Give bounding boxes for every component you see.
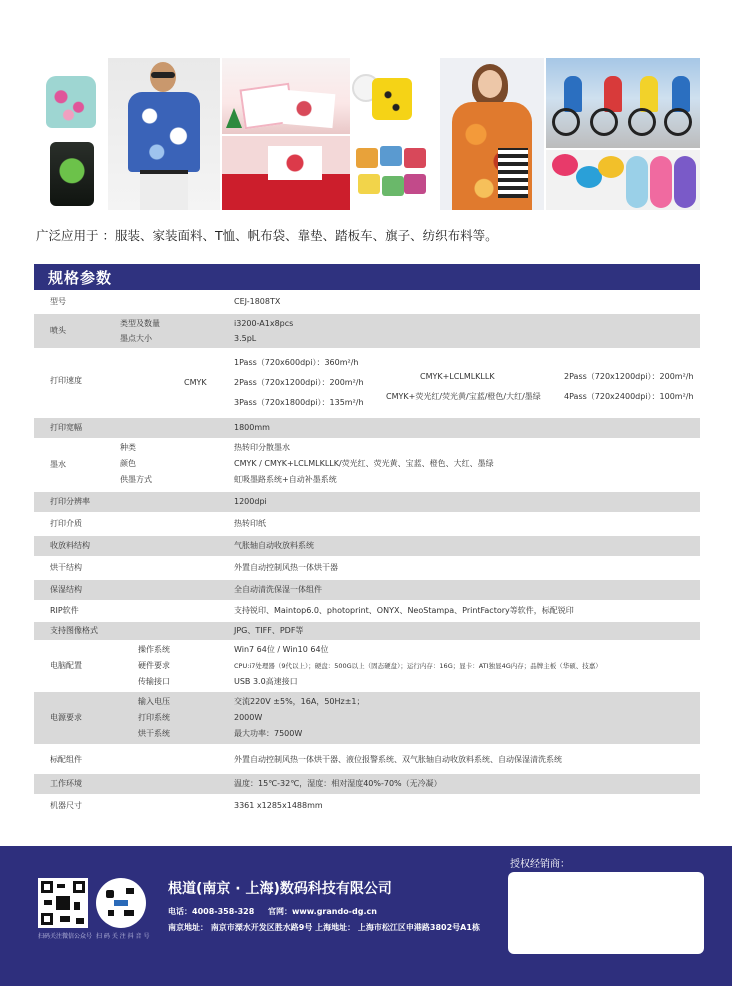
spec-label: 电源要求 — [50, 713, 82, 722]
cyclists-photo — [546, 58, 700, 148]
spec-row-media — [34, 514, 700, 534]
spec-sub-label: 类型及数量 — [120, 319, 160, 328]
drawstring-bag-photo — [36, 64, 104, 130]
spec-value: CPU:i7处理器（9代以上）；硬盘：500G以上（固态硬盘）；运行内存：16G；显卡：ATI独显4G内存；品牌主板（华硕、技嘉） — [234, 662, 602, 670]
speed-config-lc: CMYK+LCLMLKLLK — [420, 372, 495, 381]
company-name: 根道(南京 · 上海)数码科技有限公司 — [168, 881, 392, 897]
spec-label: 喷头 — [50, 326, 66, 335]
spec-sub-label: 硬件要求 — [138, 661, 170, 670]
spec-value: 支持锐印、Maintop6.0、photoprint、ONYX、NeoStampa、PrintFactory等软件，标配锐印 — [234, 606, 574, 615]
spec-sub-label: 输入电压 — [138, 697, 170, 706]
spec-label: 标配组件 — [50, 755, 82, 764]
spec-value: 虹吸墨路系统+自动补墨系统 — [234, 475, 337, 484]
spec-value: 1Pass（720x600dpi）：360m²/h — [234, 358, 359, 367]
spec-label: 收放料结构 — [50, 541, 90, 550]
spec-title: 规格参数 — [48, 269, 113, 287]
spec-sub-label: 颜色 — [120, 459, 136, 468]
spec-value: 3Pass（720x1800dpi）：135m²/h — [234, 398, 364, 407]
cushions-photo — [350, 136, 428, 210]
spec-row-feed — [34, 536, 700, 556]
spec-value: CMYK / CMYK+LCLMLKLLK/荧光红、荧光黄、宝蓝、橙色、大红、墨绿 — [234, 459, 494, 468]
spec-value: 外置自动控制风热一体烘干器 — [234, 563, 338, 572]
spec-value: 4Pass（720x2400dpi）：100m²/h — [564, 392, 694, 401]
spec-value: JPG、TIFF、PDF等 — [234, 626, 304, 635]
spec-row-environment — [34, 774, 700, 794]
spec-sub-label: 传输接口 — [138, 677, 170, 686]
spec-row-dryer — [34, 558, 700, 578]
spec-sub-label: 种类 — [120, 443, 136, 452]
spec-value: Win7 64位 / Win10 64位 — [234, 645, 329, 654]
scooter-decks-photo — [546, 150, 700, 210]
spec-label: 支持图像格式 — [50, 626, 98, 635]
spec-row-moisture — [34, 580, 700, 600]
douyin-qr-code — [96, 878, 146, 928]
spec-row-speed — [34, 350, 700, 414]
spec-value: 2Pass（720x1200dpi）：200m²/h — [564, 372, 694, 381]
spec-label: 打印分辨率 — [50, 497, 90, 506]
spec-value: 最大功率：7500W — [234, 729, 303, 738]
spec-sub-label: 打印系统 — [138, 713, 170, 722]
spec-row-width — [34, 418, 700, 438]
spec-label: 电脑配置 — [50, 661, 82, 670]
spec-row-resolution — [34, 492, 700, 512]
spec-label: 打印介质 — [50, 519, 82, 528]
applications-text: 广泛应用于 ：服装、家装面料、T恤、帆布袋、靠垫、踏板车、旗子、纺织布料等。 — [36, 228, 498, 243]
spec-sub-label: 烘干系统 — [138, 729, 170, 738]
spec-value: 1800mm — [234, 423, 270, 432]
spec-sub-label: 供墨方式 — [120, 475, 152, 484]
spec-value: 3361 x1285x1488mm — [234, 801, 323, 810]
spec-row-computer — [34, 642, 700, 690]
website-link[interactable]: 官网：www.grando-dg.cn — [268, 907, 377, 916]
speed-config-cmyk: CMYK — [184, 378, 207, 387]
spec-row-size — [34, 796, 700, 816]
red-bedding-photo — [222, 136, 350, 210]
wechat-qr-caption: 扫码关注微信公众号 — [38, 933, 93, 940]
speed-config-fluo: CMYK+荧光红/荧光黄/宝蓝/橙色/大红/墨绿 — [386, 392, 541, 401]
spec-row-power — [34, 692, 700, 744]
spec-row-format — [34, 622, 700, 640]
wechat-qr-code — [38, 878, 88, 928]
spec-row-rip — [34, 602, 700, 620]
spec-label: 墨水 — [50, 460, 66, 469]
spec-value: 1200dpi — [234, 497, 267, 506]
spec-row-ink — [34, 440, 700, 490]
spec-sub-label: 墨点大小 — [120, 334, 152, 343]
dealer-box — [508, 872, 704, 954]
spec-value: 交流220V ±5%，16A，50Hz±1； — [234, 697, 365, 706]
spec-label: 打印宽幅 — [50, 423, 82, 432]
spec-value: 热转印分散墨水 — [234, 443, 290, 452]
backpack-photo — [38, 134, 104, 210]
spec-value: 3.5pL — [234, 334, 257, 343]
spec-label: 型号 — [50, 297, 66, 306]
spec-value: 2000W — [234, 713, 263, 722]
spec-value: 2Pass（720x1200dpi）：200m²/h — [234, 378, 364, 387]
douyin-qr-caption: 扫 码 关 注 抖 音 号 — [96, 933, 150, 940]
bedding-photo — [222, 58, 350, 134]
spec-label: 烘干结构 — [50, 563, 82, 572]
tshirt-model-photo — [108, 58, 220, 210]
spec-value: 外置自动控制风热一体烘干器、液位报警系统、双气胀轴自动收放料系统、自动保湿清洗系统 — [234, 755, 562, 764]
spec-section-header — [34, 264, 700, 290]
spec-label: 机器尺寸 — [50, 801, 82, 810]
spec-row-standard — [34, 748, 700, 772]
spec-row-head — [34, 314, 700, 348]
spec-value: USB 3.0高速接口 — [234, 677, 298, 686]
spec-value: 气胀轴自动收放料系统 — [234, 541, 314, 550]
spec-label: 保湿结构 — [50, 585, 82, 594]
address-text: 南京地址： 南京市溧水开发区胜水路9号 上海地址： 上海市松江区申港路3802号A1栋 — [168, 923, 480, 932]
scarf-model-photo — [440, 58, 544, 210]
spec-value: i3200-A1x8pcs — [234, 319, 294, 328]
phone-text: 电话：4008-358-328 — [168, 907, 255, 916]
spec-label: 工作环境 — [50, 779, 82, 788]
storage-bin-photo — [350, 58, 428, 132]
spec-label: RIP软件 — [50, 606, 79, 615]
spec-row-model — [34, 292, 700, 312]
spec-value: 全自动清洗保湿一体组件 — [234, 585, 322, 594]
spec-value: 温度：15℃-32℃，湿度：相对湿度40%-70%（无冷凝） — [234, 779, 442, 788]
spec-value: 热转印纸 — [234, 519, 266, 528]
dealer-label: 授权经销商： — [510, 859, 570, 870]
spec-sub-label: 操作系统 — [138, 645, 170, 654]
spec-value: CEJ-1808TX — [234, 297, 281, 306]
spec-label: 打印速度 — [50, 376, 82, 385]
